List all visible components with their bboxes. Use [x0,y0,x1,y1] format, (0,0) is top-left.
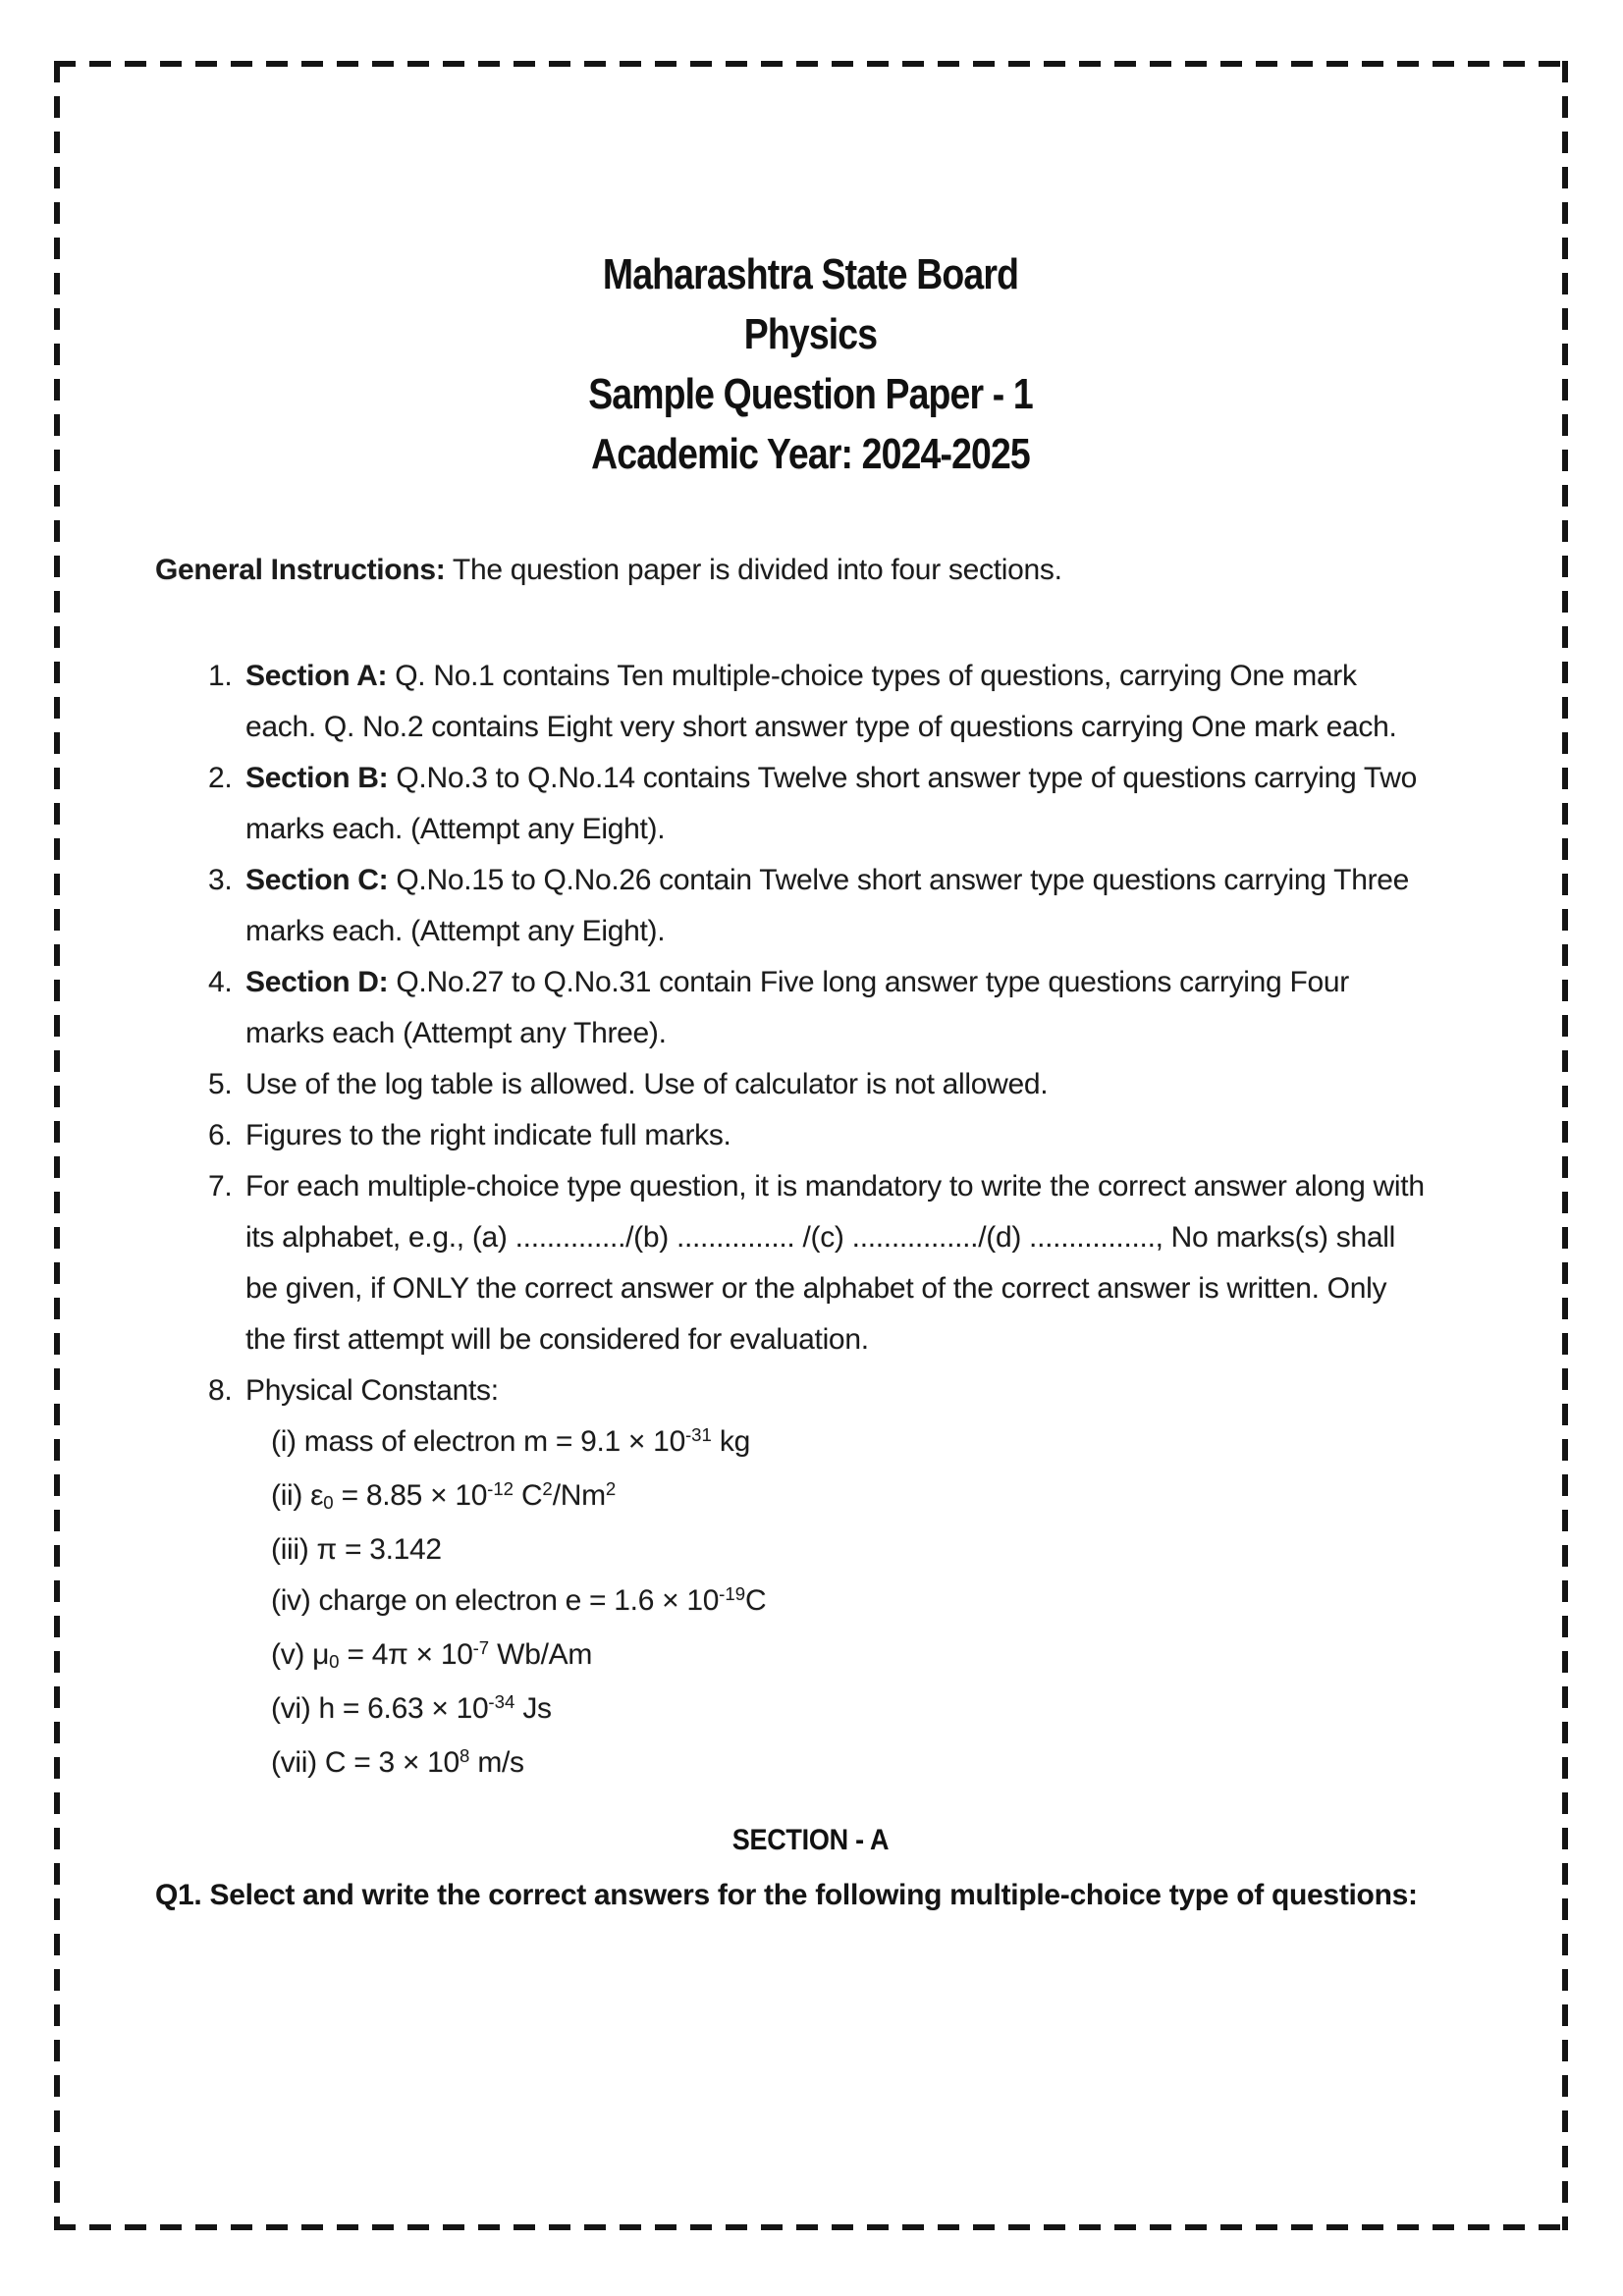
instruction-item [155,1110,1432,1161]
item-text: For each multiple-choice type question, it is mandatory to write the correct answer along with its alphabet, e.g., (a) ............../(b) ............... /(c) ................/(d) ................, No marks(s) shall be given, if ONLY the correct answer or the alphabet of the correct answer is written. Only the first attempt will be considered for evaluation. [245,1170,1425,1356]
item-number: 5. [208,1068,233,1100]
instruction-item [155,1161,1432,1365]
item-text: Physical Constants: (i) mass of electron $m = 9.1 \times 10^{-31}$ kg (ii) $\varepsilon_0 = 8.85 \times 10^{-12}$ $C^2/Nm^2$ (iii) π = 3.142 (iv) charge on electron $e = 1.6 \times 10^{-19}C$ (v) $\mu_0 = 4\pi \times 10^{-7}$ Wb/Am (vi) $h = 6.63 \times 10^{-34}$ Js (vii) $C = 3 \times 10^8$ m/s [245,1365,1432,1791]
title-line-board: Maharashtra State Board [602,250,1019,298]
item-number: 2. [208,762,233,794]
document-title [283,244,1338,484]
title-line-subject: Physics [743,310,878,358]
item-number: 8. [208,1374,233,1407]
item-text: Figures to the right indicate full marks. [245,1119,731,1151]
constant-line: (vii) $C = 3 \times 10^8$ m/s [271,1744,524,1779]
item-text: Use of the log table is allowed. Use of calculator is not allowed. [245,1068,1049,1100]
instruction-item [155,855,1432,957]
title-line-paper: Sample Question Paper - 1 [588,370,1033,418]
item-number: 4. [208,966,233,998]
document-page [155,0,1432,1921]
item-text: Section A: Q. No.1 contains Ten multiple-choice types of questions, carrying One mark each. Q. No.2 contains Eight very short answer type of questions carrying One mark each. [245,660,1397,743]
constant-line: (ii) $\varepsilon_0 = 8.85 \times 10^{-12}$ $C^2/Nm^2$ [271,1477,617,1514]
instruction-item [155,957,1432,1059]
title-line-year: Academic Year: 2024-2025 [591,430,1030,478]
constant-line: (vi) $h = 6.63 \times 10^{-34}$ Js [271,1690,552,1725]
constant-line: (iv) charge on electron $e = 1.6 \times 10^{-19}C$ [271,1582,767,1617]
general-instructions-text: The question paper is divided into four sections. [445,554,1062,586]
item-number: 3. [208,864,233,896]
instructions-list [155,651,1432,1791]
dashed-border-left [54,61,60,2230]
item-number: 7. [208,1170,233,1202]
instruction-item [155,651,1432,753]
dashed-border-right [1562,61,1568,2230]
instruction-item [155,1059,1432,1110]
instruction-item [155,1365,1432,1791]
dashed-border-bottom [54,2224,1568,2230]
item-text: Section B: Q.No.3 to Q.No.14 contains Twelve short answer type of questions carrying Two marks each. (Attempt any Eight). [245,762,1418,845]
constant-line: (i) mass of electron $m = 9.1 \times 10^{-31}$ kg [271,1423,750,1458]
general-instructions-label: General Instructions: [155,554,446,586]
general-instructions [155,545,1432,596]
item-number: 6. [208,1119,233,1151]
physical-constants-list [271,1416,1432,1791]
constant-line: (v) $\mu_0 = 4\pi \times 10^{-7}$ Wb/Am [271,1636,593,1673]
instruction-item [155,753,1432,855]
item-text: Section C: Q.No.15 to Q.No.26 contain Twelve short answer type questions carrying Three marks each. (Attempt any Eight). [245,864,1410,947]
section-a-heading: SECTION - A [731,1824,890,1856]
constant-line: (iii) π = 3.142 [271,1533,442,1566]
item-text: Section D: Q.No.27 to Q.No.31 contain Five long answer type questions carrying Four marks each (Attempt any Three). [245,966,1349,1049]
question-1-text: Q1. Select and write the correct answers for the following multiple-choice type of questions: [155,1879,1418,1911]
item-number: 1. [208,660,233,692]
